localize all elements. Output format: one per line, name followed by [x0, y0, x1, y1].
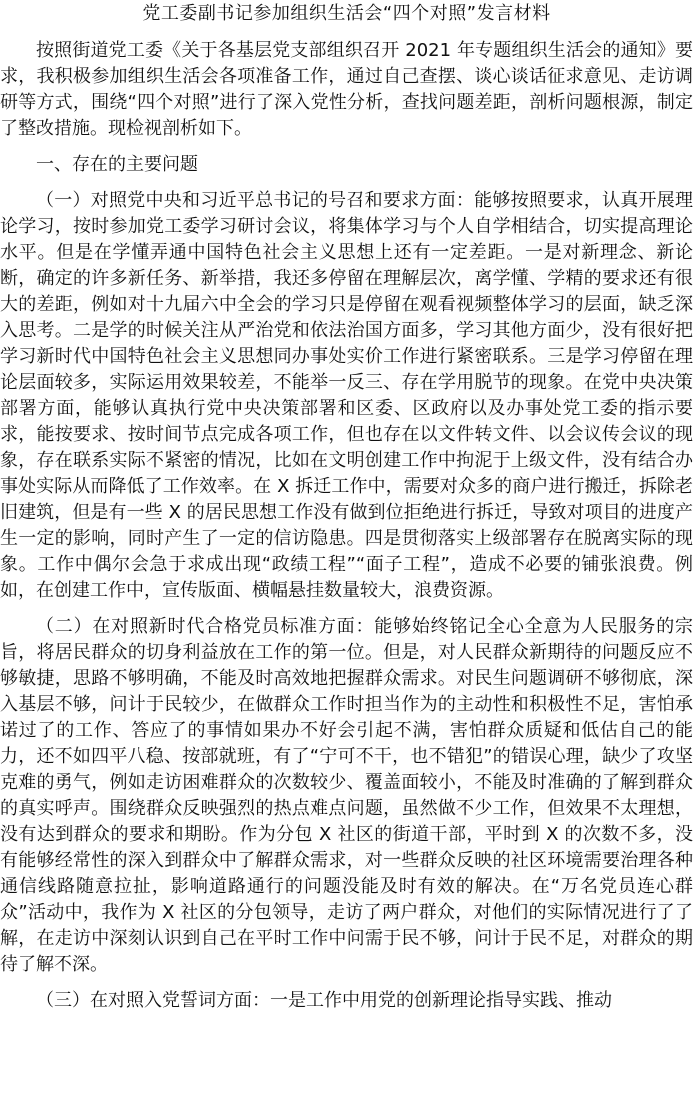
paragraph-item-1: （一）对照党中央和习近平总书记的号召和要求方面：能够按照要求，认真开展理论学习，按时参加党工委学习研讨会议，将集体学习与个人自学相结合，切实提高理论水平。但是在学懂弄通中国特色社会主义思想上还有一定差距。一是对新理念、新论断，确定的许多新任务、新举措，我还多停留在理解层次，离学懂、学精的要求还有很大的差距，例如对十九届六中全会的学习只是停留在观看视频整体学习的层面，缺乏深入思考。二是学的时候关注从严治党和依法治国方面多，学习其他方面少，没有很好把学习新时代中国特色社会主义思想同办事处实价工作进行紧密联系。三是学习停留在理论层面较多，实际运用效果较差，不能举一反三、存在学用脱节的现象。在党中央决策部署方面，能够认真执行党中央决策部署和区委、区政府以及办事处党工委的指示要求，能按要求、按时间节点完成各项工作，但也存在以文件转文件、以会议传会议的现象，存在联系实际不紧密的情况，比如在文明创建工作中拘泥于上级文件，没有结合办事处实际从而降低了工作效率。在 X 拆迁工作中，需要对众多的商户进行搬迁，拆除老旧建筑，但是有一些 X 的居民思想工作没有做到位拒绝进行拆迁，导致对项目的进度产生一定的影响，同时产生了一定的信访隐患。四是贯彻落实上级部署存在脱离实际的现象。工作中偶尔会急于求成出现“政绩工程”“面子工程”，造成不必要的铺张浪费。例如，在创建工作中，宣传版面、横幅悬挂数量较大，浪费资源。: [0, 190, 693, 601]
intro-paragraph: 按照街道党工委《关于各基层党支部组织召开 2021 年专题组织生活会的通知》要求，我积极参加组织生活会各项准备工作，通过自己查摆、谈心谈话征求意见、走访调研等方式，围绕“四个对照”进行了深入党性分析，查找问题差距，剖析问题根源，制定了整改措施。现检视剖析如下。: [0, 40, 693, 139]
section-heading: 一、存在的主要问题: [36, 154, 198, 175]
paragraph-item-2: （二）在对照新时代合格党员标准方面：能够始终铭记全心全意为人民服务的宗旨，将居民群众的切身利益放在工作的第一位。但是，对人民群众新期待的问题反应不够敏捷，思路不够明确，不能及时高效地把握群众需求。对民生问题调研不够彻底，深入基层不够，问计于民较少，在做群众工作时担当作为的主动性和积极性不足，害怕承诺过了的工作、答应了的事情如果办不好会引起不满，害怕群众质疑和低估自己的能力，还不如四平八稳、按部就班，有了“宁可不干，也不错犯”的错误心理，缺少了攻坚克难的勇气，例如走访困难群众的次数较少、覆盖面较小，不能及时准确的了解到群众的真实呼声。围绕群众反映强烈的热点难点问题，虽然做不少工作，但效果不太理想，没有达到群众的要求和期盼。作为分包 X 社区的街道干部，平时到 X 的次数不多，没有能够经常性的深入到群众中了解群众需求，对一些群众反映的社区环境需要治理各种通信线路随意拉扯，影响道路通行的问题没能及时有效的解决。在“万名党员连心群众”活动中，我作为 X 社区的分包领导，走访了两户群众，对他们的实际情况进行了了解，在走访中深刻认识到自己在平时工作中问需于民不够，问计于民不足，对群众的期待了解不深。: [0, 616, 693, 975]
document-body: [0, 38, 693, 1024]
document-title: 党工委副书记参加组织生活会“四个对照”发言材料: [142, 3, 551, 24]
paragraph-item-3: （三）在对照入党誓词方面：一是工作中用党的创新理论指导实践、推动: [36, 990, 612, 1011]
